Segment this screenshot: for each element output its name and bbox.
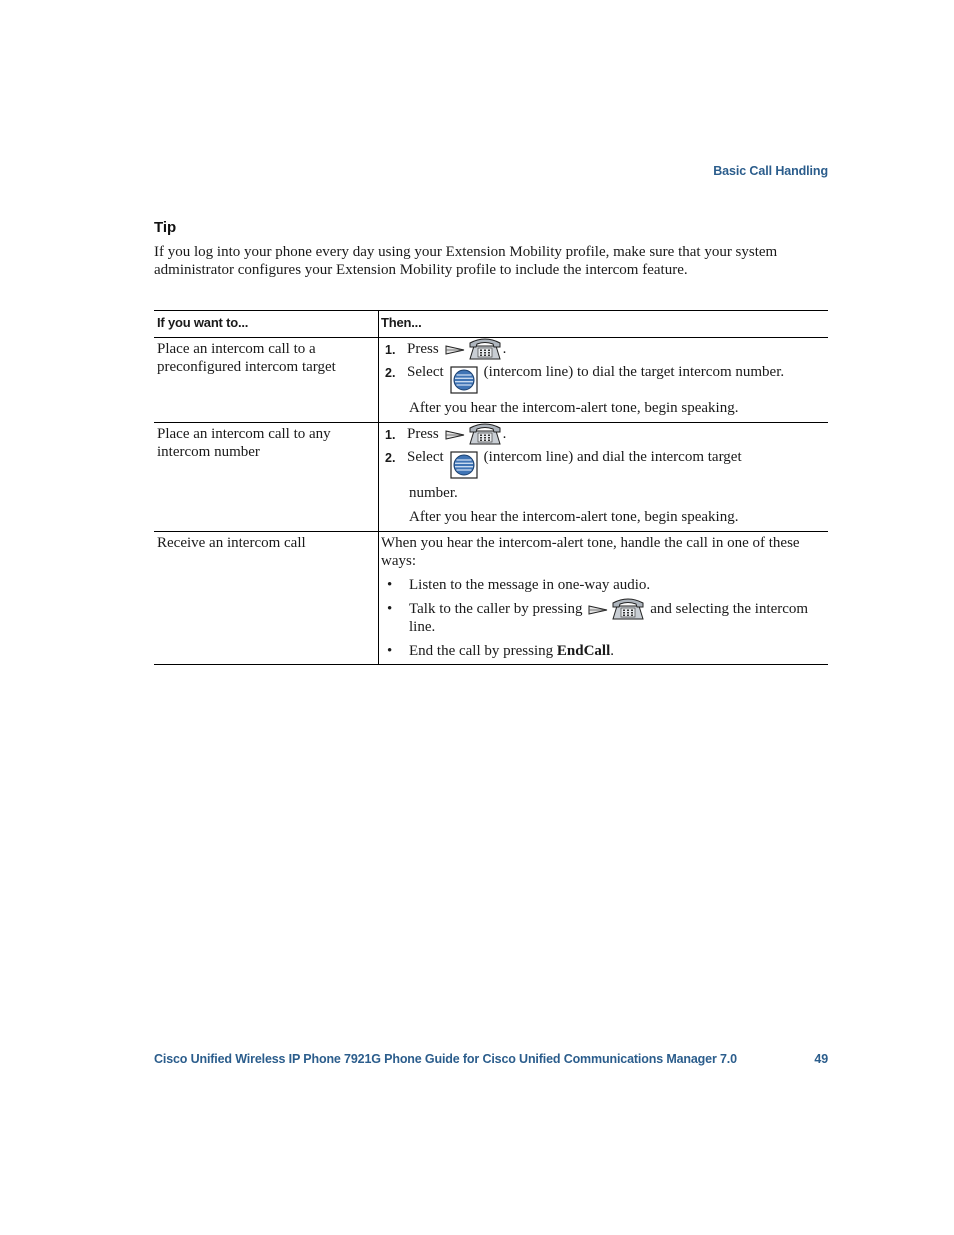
list-item: [381, 576, 826, 594]
action-cell: [379, 423, 828, 531]
step-text: Press: [407, 341, 439, 357]
intercom-table: [154, 310, 828, 665]
action-cell: [379, 338, 828, 422]
step-note: After you hear the intercom-alert tone, begin speaking.: [409, 400, 739, 416]
intercom-line-icon: [450, 451, 478, 479]
navigation-right-icon: [588, 605, 608, 615]
bullet: •: [387, 601, 393, 617]
list-item: [381, 642, 826, 660]
step-1: [381, 340, 826, 359]
task-cell: Place an intercom call to a preconfigured intercom target: [154, 338, 379, 422]
step-text: .: [502, 426, 507, 442]
step-text: .: [502, 341, 507, 357]
list-item-text: Talk to the caller by pressing: [409, 601, 583, 617]
list-item-text: End the call by pressing: [409, 643, 554, 659]
table-row: [154, 423, 828, 532]
step-1: [381, 425, 826, 444]
phone-handset-icon: [467, 421, 503, 447]
table-row: [154, 338, 828, 423]
step-2: [381, 363, 826, 382]
list-item-text: Listen to the message in one-way audio.: [409, 577, 651, 593]
intercom-line-icon: [450, 366, 478, 394]
task-cell: Place an intercom call to any intercom number: [154, 423, 379, 531]
bullet: •: [387, 643, 393, 659]
action-intro: When you hear the intercom-alert tone, handle the call in one of these ways:: [381, 535, 800, 569]
step-2: [381, 448, 826, 467]
tip-body: If you log into your phone every day using your Extension Mobility profile, make sure that your system administrator configures your Extension Mobility profile to include the intercom feature.: [154, 244, 778, 278]
list-item-text: and selecting the intercom line.: [409, 601, 809, 635]
table-header-row: [154, 310, 828, 338]
step-text: Select: [407, 364, 444, 380]
phone-handset-icon: [610, 596, 646, 622]
step-continuation: number.: [409, 485, 458, 501]
page-number: 49: [814, 1052, 828, 1066]
step-text: Press: [407, 426, 439, 442]
column-header-action: Then...: [381, 315, 422, 330]
table-row: [154, 532, 828, 665]
task-cell: Receive an intercom call: [154, 532, 379, 664]
list-item-text: .: [610, 643, 614, 659]
step-number: 1.: [385, 343, 396, 357]
page-footer: [154, 1052, 828, 1066]
list-item: [381, 600, 826, 636]
footer-title: Cisco Unified Wireless IP Phone 7921G Phone Guide for Cisco Unified Communications Manager 7.0: [154, 1052, 737, 1066]
step-text: (intercom line) and dial the intercom target: [483, 449, 742, 465]
step-number: 2.: [385, 451, 396, 465]
running-head: Basic Call Handling: [713, 164, 828, 178]
phone-handset-icon: [467, 336, 503, 362]
action-cell: [379, 532, 828, 664]
step-number: 1.: [385, 428, 396, 442]
step-note: After you hear the intercom-alert tone, begin speaking.: [409, 509, 739, 525]
navigation-right-icon: [445, 430, 465, 440]
step-text: Select: [407, 449, 444, 465]
column-header-task: If you want to...: [154, 311, 379, 337]
step-text: (intercom line) to dial the target intercom number.: [483, 364, 785, 380]
bullet: •: [387, 577, 393, 593]
endcall-softkey-label: EndCall: [556, 643, 611, 659]
step-number: 2.: [385, 366, 396, 380]
tip-heading: Tip: [154, 219, 177, 236]
navigation-right-icon: [445, 345, 465, 355]
